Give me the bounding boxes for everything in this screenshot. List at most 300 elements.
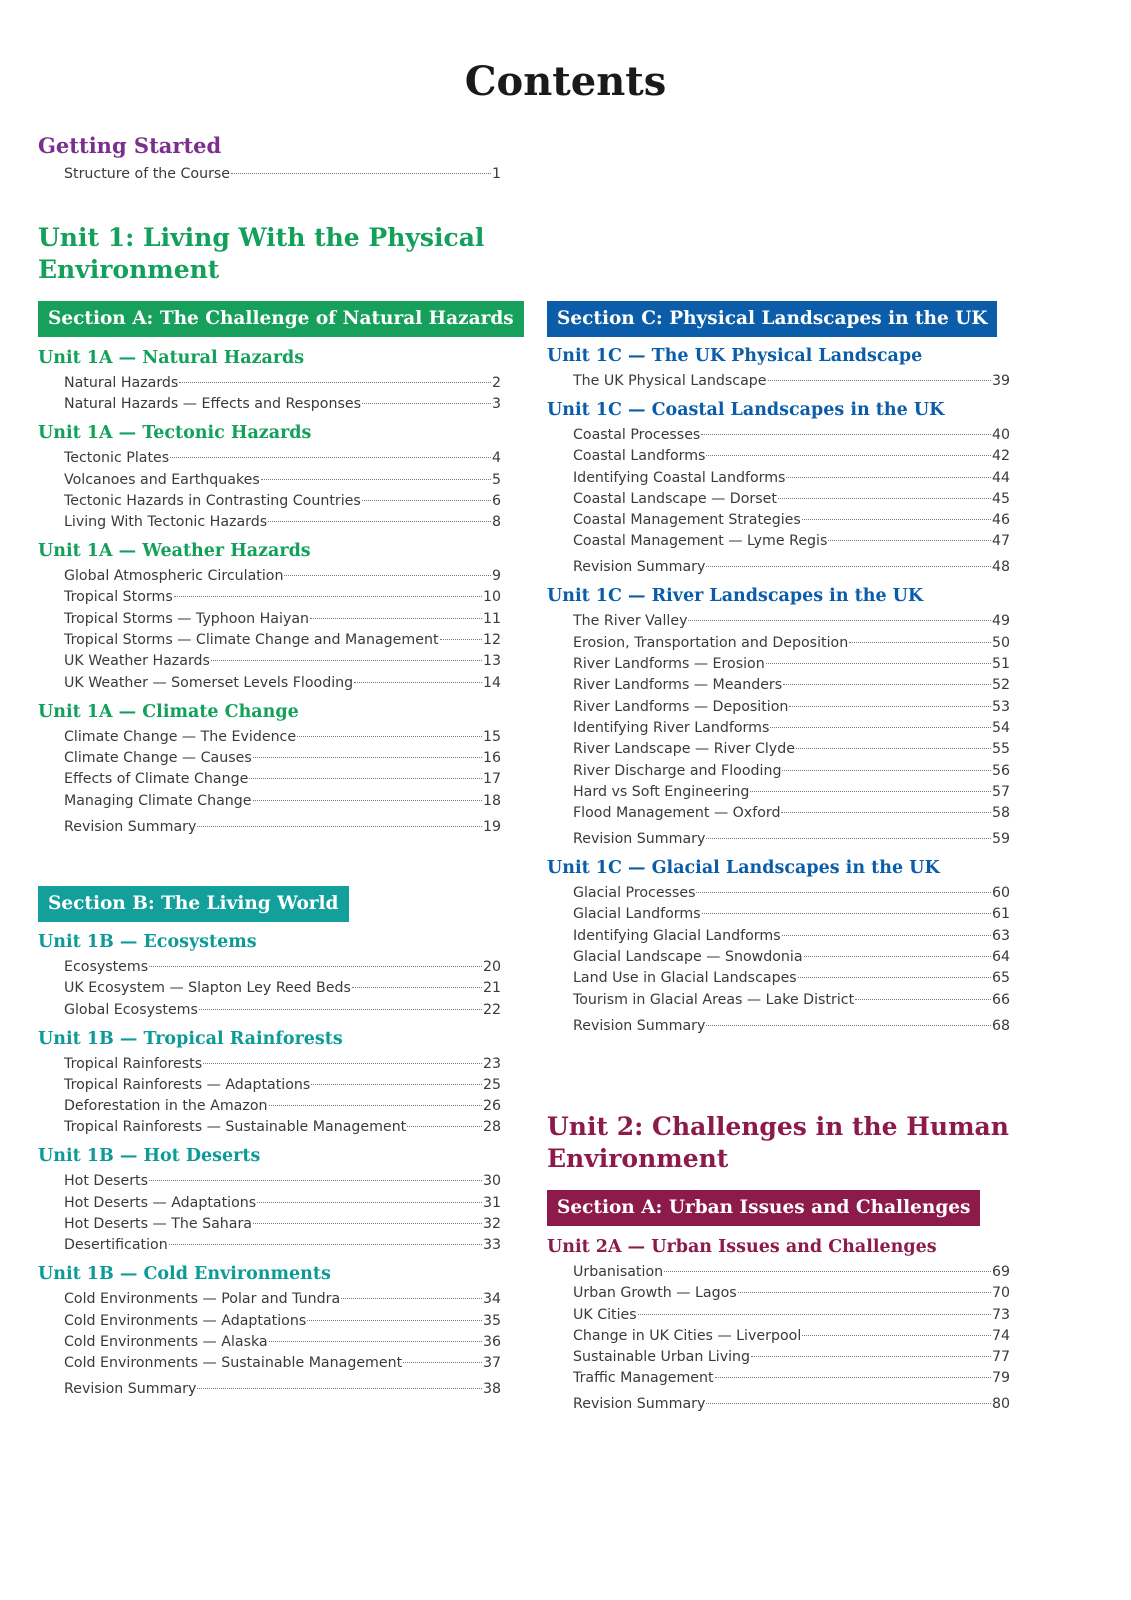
section-c-content	[547, 346, 1010, 1036]
page-title: Contents	[464, 58, 667, 105]
toc-entry-title: River Landforms — Deposition	[573, 698, 789, 715]
toc-entry-title: Global Ecosystems	[64, 1001, 198, 1018]
toc-entry-page: 13	[482, 653, 501, 670]
toc-entry-title: Tropical Storms — Typhoon Haiyan	[64, 610, 310, 627]
toc-entry[interactable]	[64, 1235, 501, 1255]
toc-entry-page: 34	[482, 1291, 501, 1308]
leader-dots	[253, 800, 482, 801]
toc-entry-title: Traffic Management	[573, 1370, 714, 1387]
subsection-heading: Unit 1A — Weather Hazards	[38, 541, 311, 562]
toc-entry-page: 79	[991, 1370, 1010, 1387]
toc-entry-title: Natural Hazards — Effects and Responses	[64, 396, 361, 413]
leader-dots	[179, 382, 491, 383]
getting-started-heading: Getting Started	[38, 133, 222, 158]
section-b-banner: Section B: The Living World	[38, 886, 349, 922]
toc-entry[interactable]	[64, 817, 501, 837]
leader-dots	[688, 620, 990, 621]
toc-entry-page: 60	[991, 885, 1010, 902]
toc-entry-title: Glacial Processes	[573, 885, 696, 902]
toc-entry-page: 21	[482, 980, 501, 997]
unit2-heading-line2: Environment	[547, 1144, 729, 1173]
toc-entry-page: 15	[482, 728, 501, 745]
toc-entry[interactable]	[64, 1214, 501, 1234]
toc-entry-title: Land Use in Glacial Landscapes	[573, 970, 797, 987]
subsection-heading: Unit 1B — Hot Deserts	[38, 1146, 261, 1167]
toc-entry-page: 46	[991, 512, 1010, 529]
toc-entry[interactable]	[573, 761, 1010, 781]
toc-entry-title: Tropical Rainforests	[64, 1055, 203, 1072]
toc-entry[interactable]	[64, 1117, 501, 1137]
leader-dots	[766, 663, 991, 664]
toc-entry[interactable]	[64, 1171, 501, 1191]
toc-entry-title: Revision Summary	[573, 1396, 706, 1413]
toc-entry-title: Coastal Landscape — Dorset	[573, 490, 777, 507]
toc-entry[interactable]	[573, 1016, 1010, 1036]
toc-entry[interactable]	[64, 1379, 501, 1399]
toc-entry-page: 48	[991, 559, 1010, 576]
toc-entry-title: Sustainable Urban Living	[573, 1349, 751, 1366]
toc-entry[interactable]	[573, 675, 1010, 695]
toc-entry-title: Coastal Management Strategies	[573, 512, 801, 529]
leader-dots	[249, 778, 482, 779]
toc-entry-title: Volcanoes and Earthquakes	[64, 471, 260, 488]
section-a-banner: Section A: The Challenge of Natural Hazards	[38, 301, 524, 337]
toc-list	[573, 883, 1010, 1035]
toc-entry[interactable]	[64, 1054, 501, 1074]
toc-entry-page: 45	[991, 490, 1010, 507]
toc-entry-page: 10	[482, 589, 501, 606]
toc-entry-title: Revision Summary	[64, 818, 197, 835]
leader-dots	[174, 596, 482, 597]
toc-entry[interactable]	[573, 1305, 1010, 1325]
leader-dots	[253, 1223, 482, 1224]
toc-entry-page: 6	[491, 492, 501, 509]
toc-entry-title: River Landscape — River Clyde	[573, 741, 795, 758]
toc-entry[interactable]	[573, 468, 1010, 488]
toc-entry-title: Climate Change — Causes	[64, 749, 252, 766]
leader-dots	[706, 838, 991, 839]
leader-dots	[170, 457, 491, 458]
leader-dots	[789, 706, 991, 707]
toc-entry-title: Tropical Rainforests — Adaptations	[64, 1076, 311, 1093]
toc-entry[interactable]	[64, 1096, 501, 1116]
leader-dots	[783, 684, 991, 685]
leader-dots	[702, 913, 991, 914]
leader-dots	[804, 956, 991, 957]
toc-entry-title: Coastal Processes	[573, 427, 701, 443]
toc-entry[interactable]	[64, 491, 501, 511]
leader-dots	[796, 748, 991, 749]
toc-entry-title: Coastal Management — Lyme Regis	[573, 533, 828, 550]
leader-dots	[203, 1063, 482, 1064]
toc-entry-page: 25	[482, 1076, 501, 1093]
toc-entry-title: Global Atmospheric Circulation	[64, 568, 284, 585]
toc-entry-page: 18	[482, 792, 501, 809]
toc-entry-title: Revision Summary	[573, 559, 706, 576]
toc-entry-page: 50	[991, 634, 1010, 651]
toc-entry-title: River Landforms — Meanders	[573, 677, 783, 694]
toc-entry[interactable]	[64, 1311, 501, 1331]
leader-dots	[786, 477, 990, 478]
toc-entry-page: 70	[991, 1285, 1010, 1302]
toc-entry-title: Revision Summary	[573, 831, 706, 848]
toc-entry-page: 33	[482, 1237, 501, 1254]
toc-entry[interactable]	[64, 1353, 501, 1373]
toc-entry-page: 49	[991, 613, 1010, 630]
toc-entry-page: 37	[482, 1355, 501, 1372]
leader-dots	[696, 892, 990, 893]
leader-dots	[297, 736, 482, 737]
toc-entry-page: 4	[491, 450, 501, 467]
toc-entry[interactable]	[64, 512, 501, 532]
leader-dots	[706, 1025, 991, 1026]
leader-dots	[199, 1009, 482, 1010]
toc-entry[interactable]	[573, 829, 1010, 849]
toc-entry[interactable]	[64, 1332, 501, 1352]
toc-entry[interactable]	[573, 968, 1010, 988]
toc-entry[interactable]	[64, 727, 501, 747]
leader-dots	[231, 173, 491, 174]
subsection-heading: Unit 1A — Natural Hazards	[38, 348, 305, 368]
toc-entry[interactable]	[64, 769, 501, 789]
toc-entry-title: Glacial Landscape — Snowdonia	[573, 949, 803, 966]
unit2-section-a-content	[547, 1237, 1010, 1414]
toc-entry-title: Tourism in Glacial Areas — Lake District	[573, 991, 855, 1008]
toc-list	[64, 727, 501, 811]
toc-entry-title: Erosion, Transportation and Deposition	[573, 634, 849, 651]
toc-entry[interactable]	[573, 739, 1010, 759]
toc-entry-page: 22	[482, 1001, 501, 1018]
section-b-content	[38, 932, 501, 1399]
toc-entry-page: 23	[482, 1055, 501, 1072]
toc-entry[interactable]	[573, 489, 1010, 509]
toc-entry-page: 59	[991, 831, 1010, 848]
toc-entry[interactable]	[573, 947, 1010, 967]
toc-entry-title: Tropical Storms	[64, 589, 173, 606]
leader-dots	[664, 1271, 991, 1272]
toc-entry-title: Deforestation in the Amazon	[64, 1098, 268, 1115]
toc-entry[interactable]	[64, 373, 501, 393]
subsection-heading: Unit 1B — Cold Environments	[38, 1264, 331, 1285]
section-c-banner: Section C: Physical Landscapes in the UK	[547, 301, 997, 337]
toc-entry[interactable]	[573, 782, 1010, 802]
toc-entry-page: 5	[491, 471, 501, 488]
leader-dots	[782, 770, 990, 771]
toc-entry-title: Identifying Coastal Landforms	[573, 469, 786, 486]
toc-entry-title: Cold Environments — Alaska	[64, 1333, 268, 1350]
leader-dots	[849, 642, 991, 643]
toc-list	[64, 957, 501, 1020]
toc-entry[interactable]	[64, 587, 501, 607]
toc-entry-title: Coastal Landforms	[573, 448, 706, 465]
section-a-content	[38, 348, 501, 837]
leader-dots	[149, 1180, 482, 1181]
toc-entry-title: Tropical Rainforests — Sustainable Management	[64, 1119, 407, 1136]
toc-entry-page: 80	[991, 1396, 1010, 1413]
toc-entry[interactable]	[573, 990, 1010, 1010]
toc-entry-title: Climate Change — The Evidence	[64, 728, 297, 745]
leader-dots	[311, 1084, 482, 1085]
leader-dots	[782, 935, 991, 936]
leader-dots	[855, 999, 991, 1000]
leader-dots	[706, 566, 991, 567]
leader-dots	[354, 682, 482, 683]
leader-dots	[362, 403, 491, 404]
leader-dots	[715, 1377, 991, 1378]
toc-entry-title: Tectonic Plates	[64, 450, 170, 467]
toc-entry[interactable]	[573, 1283, 1010, 1303]
toc-entry-title: Desertification	[64, 1237, 168, 1254]
toc-entry-title: UK Ecosystem — Slapton Ley Reed Beds	[64, 980, 351, 997]
toc-entry[interactable]	[64, 1289, 501, 1309]
toc-entry[interactable]	[64, 394, 501, 414]
subsection-heading: Unit 1C — Coastal Landscapes in the UK	[547, 400, 945, 420]
toc-entry-page: 26	[482, 1098, 501, 1115]
toc-entry-page: 40	[991, 427, 1010, 443]
leader-dots	[802, 1335, 991, 1336]
toc-list	[64, 1054, 501, 1138]
unit2-section-a-banner: Section A: Urban Issues and Challenges	[547, 1190, 980, 1226]
toc-entry[interactable]	[573, 531, 1010, 551]
leader-dots	[284, 575, 491, 576]
leader-dots	[768, 380, 991, 381]
toc-entry-title: Effects of Climate Change	[64, 771, 249, 788]
subsection-heading: Unit 1B — Ecosystems	[38, 932, 257, 952]
leader-dots	[269, 1105, 482, 1106]
toc-entry-page: 9	[491, 568, 501, 585]
leader-dots	[211, 660, 482, 661]
toc-entry[interactable]	[573, 1368, 1010, 1388]
toc-entry-page: 68	[991, 1017, 1010, 1034]
toc-entry-title: The River Valley	[573, 613, 688, 630]
toc-entry[interactable]	[573, 718, 1010, 738]
toc-list	[64, 566, 501, 692]
toc-entry-page: 54	[991, 719, 1010, 736]
leader-dots	[403, 1362, 482, 1363]
toc-entry-page: 8	[491, 514, 501, 531]
toc-entry-title: UK Cities	[573, 1306, 637, 1323]
toc-entry-title: Managing Climate Change	[64, 792, 252, 809]
toc-entry[interactable]	[573, 926, 1010, 946]
toc-entry-page: 64	[991, 949, 1010, 966]
toc-entry[interactable]	[573, 1394, 1010, 1414]
toc-entry[interactable]	[573, 510, 1010, 530]
toc-entry[interactable]	[64, 791, 501, 811]
toc-entry-page: 12	[482, 632, 501, 649]
toc-entry-page: 28	[482, 1119, 501, 1136]
toc-entry-page: 11	[482, 610, 501, 627]
leader-dots	[257, 1202, 482, 1203]
leader-dots	[778, 498, 991, 499]
toc-entry-title: Hot Deserts — The Sahara	[64, 1216, 252, 1233]
toc-entry-title: UK Weather Hazards	[64, 653, 210, 670]
leader-dots	[706, 1403, 991, 1404]
unit2-heading-line1: Unit 2: Challenges in the Human	[547, 1112, 1009, 1141]
toc-entry-page: 63	[991, 927, 1010, 944]
toc-entry-page: 53	[991, 698, 1010, 715]
toc-entry[interactable]	[573, 654, 1010, 674]
leader-dots	[362, 500, 491, 501]
subsection-heading: Unit 1A — Climate Change	[38, 701, 299, 722]
toc-entry-page: 56	[991, 762, 1010, 779]
toc-entry[interactable]	[64, 566, 501, 586]
toc-entry[interactable]	[573, 611, 1010, 631]
toc-list	[573, 371, 1010, 391]
toc-entry[interactable]	[573, 425, 1010, 445]
toc-entry-page: 2	[491, 375, 501, 391]
toc-entry-title: Identifying River Landforms	[573, 719, 770, 736]
toc-list	[573, 611, 1010, 849]
toc-entry-title: Cold Environments — Polar and Tundra	[64, 1291, 341, 1308]
toc-entry[interactable]	[64, 1193, 501, 1213]
subsection-heading: Unit 1C — Glacial Landscapes in the UK	[547, 858, 940, 879]
toc-entry-page: 58	[991, 805, 1010, 822]
leader-dots	[149, 966, 482, 967]
toc-entry-title: UK Weather — Somerset Levels Flooding	[64, 674, 354, 691]
leader-dots	[310, 618, 482, 619]
toc-entry[interactable]	[64, 1075, 501, 1095]
toc-list	[573, 425, 1010, 577]
leader-dots	[828, 540, 991, 541]
subsection-heading: Unit 2A — Urban Issues and Challenges	[547, 1237, 937, 1257]
toc-entry-title: Identifying Glacial Landforms	[573, 927, 781, 944]
toc-entry-page: 36	[482, 1333, 501, 1350]
leader-dots	[751, 1356, 991, 1357]
toc-list	[64, 1171, 501, 1255]
toc-entry[interactable]	[64, 448, 501, 468]
toc-entry[interactable]	[573, 557, 1010, 577]
leader-dots	[253, 757, 482, 758]
toc-list	[64, 1289, 501, 1373]
toc-entry-title: Hot Deserts	[64, 1173, 148, 1190]
leader-dots	[269, 1341, 482, 1342]
toc-entry-title: The UK Physical Landscape	[573, 373, 767, 389]
toc-entry[interactable]	[573, 633, 1010, 653]
toc-entry-title: Tectonic Hazards in Contrasting Countries	[64, 492, 361, 509]
leader-dots	[802, 519, 991, 520]
toc-entry-title: Cold Environments — Sustainable Management	[64, 1355, 403, 1372]
toc-entry[interactable]	[64, 1000, 501, 1020]
toc-entry[interactable]	[64, 748, 501, 768]
toc-entry-title: Flood Management — Oxford	[573, 805, 781, 822]
leader-dots	[352, 987, 482, 988]
toc-entry[interactable]	[64, 957, 501, 977]
toc-entry-page: 61	[991, 906, 1010, 923]
toc-entry-title: Revision Summary	[64, 1381, 197, 1398]
toc-entry-title: Glacial Landforms	[573, 906, 701, 923]
toc-entry-title: Hot Deserts — Adaptations	[64, 1194, 257, 1211]
toc-entry[interactable]	[573, 1347, 1010, 1367]
toc-entry-title: Tropical Storms — Climate Change and Management	[64, 632, 439, 649]
toc-entry[interactable]	[573, 904, 1010, 924]
toc-entry-page: 77	[991, 1349, 1010, 1366]
toc-entry-page: 44	[991, 469, 1010, 486]
toc-entry-page: 1	[491, 166, 501, 182]
toc-entry-title: Structure of the Course	[64, 166, 231, 182]
toc-entry-page: 74	[991, 1327, 1010, 1344]
leader-dots	[798, 977, 991, 978]
toc-entry[interactable]	[573, 446, 1010, 466]
toc-entry-title: Change in UK Cities — Liverpool	[573, 1327, 802, 1344]
subsection-heading: Unit 1A — Tectonic Hazards	[38, 423, 312, 444]
toc-entry-page: 42	[991, 448, 1010, 465]
toc-entry[interactable]	[573, 883, 1010, 903]
toc-entry-title: Urbanisation	[573, 1264, 664, 1280]
toc-entry[interactable]	[573, 371, 1010, 391]
toc-entry-page: 57	[991, 783, 1010, 800]
leader-dots	[197, 1388, 482, 1389]
toc-entry[interactable]	[573, 1326, 1010, 1346]
toc-entry-title: Revision Summary	[573, 1017, 706, 1034]
toc-entry-page: 14	[482, 674, 501, 691]
toc-entry-title: Ecosystems	[64, 959, 149, 975]
toc-entry[interactable]	[64, 978, 501, 998]
subsection-heading: Unit 1C — The UK Physical Landscape	[547, 346, 923, 366]
leader-dots	[261, 479, 491, 480]
toc-entry[interactable]	[64, 609, 501, 629]
toc-entry-page: 35	[482, 1312, 501, 1329]
leader-dots	[638, 1314, 991, 1315]
toc-entry[interactable]	[573, 1262, 1010, 1282]
leader-dots	[701, 434, 991, 435]
unit1-heading-line1: Unit 1: Living With the Physical	[38, 223, 485, 252]
toc-entry-page: 47	[991, 533, 1010, 550]
toc-entry-page: 38	[482, 1381, 501, 1398]
toc-entry[interactable]	[64, 651, 501, 671]
toc-entry-title: Cold Environments — Adaptations	[64, 1312, 307, 1329]
subsection-heading: Unit 1C — River Landscapes in the UK	[547, 586, 924, 607]
toc-entry-page: 32	[482, 1216, 501, 1233]
toc-entry-title: Natural Hazards	[64, 375, 179, 391]
toc-entry-page: 55	[991, 741, 1010, 758]
leader-dots	[706, 455, 990, 456]
leader-dots	[738, 1292, 991, 1293]
getting-started-list	[64, 164, 501, 184]
toc-entry-title: River Discharge and Flooding	[573, 762, 782, 779]
toc-entry[interactable]	[573, 803, 1010, 823]
toc-entry-page: 66	[991, 991, 1010, 1008]
leader-dots	[750, 791, 991, 792]
toc-entry[interactable]	[64, 470, 501, 490]
unit1-heading	[38, 222, 484, 286]
toc-entry[interactable]	[64, 164, 501, 184]
toc-entry-page: 17	[482, 771, 501, 788]
toc-list	[64, 448, 501, 532]
toc-entry-title: Urban Growth — Lagos	[573, 1285, 737, 1302]
toc-entry-page: 31	[482, 1194, 501, 1211]
leader-dots	[307, 1320, 482, 1321]
unit1-heading-line2: Environment	[38, 255, 220, 284]
leader-dots	[341, 1298, 482, 1299]
toc-entry-title: Living With Tectonic Hazards	[64, 514, 268, 531]
toc-list	[573, 1262, 1010, 1388]
leader-dots	[268, 521, 491, 522]
leader-dots	[781, 812, 990, 813]
toc-entry-page: 19	[482, 818, 501, 835]
toc-entry-page: 69	[991, 1264, 1010, 1280]
toc-entry-page: 65	[991, 970, 1010, 987]
toc-entry-page: 73	[991, 1306, 1010, 1323]
toc-entry-title: Hard vs Soft Engineering	[573, 783, 750, 800]
toc-entry-page: 20	[482, 959, 501, 975]
toc-entry-page: 52	[991, 677, 1010, 694]
toc-entry[interactable]	[64, 630, 501, 650]
toc-entry-page: 3	[491, 396, 501, 413]
toc-entry[interactable]	[64, 673, 501, 693]
leader-dots	[169, 1244, 482, 1245]
leader-dots	[197, 826, 482, 827]
toc-entry[interactable]	[573, 697, 1010, 717]
